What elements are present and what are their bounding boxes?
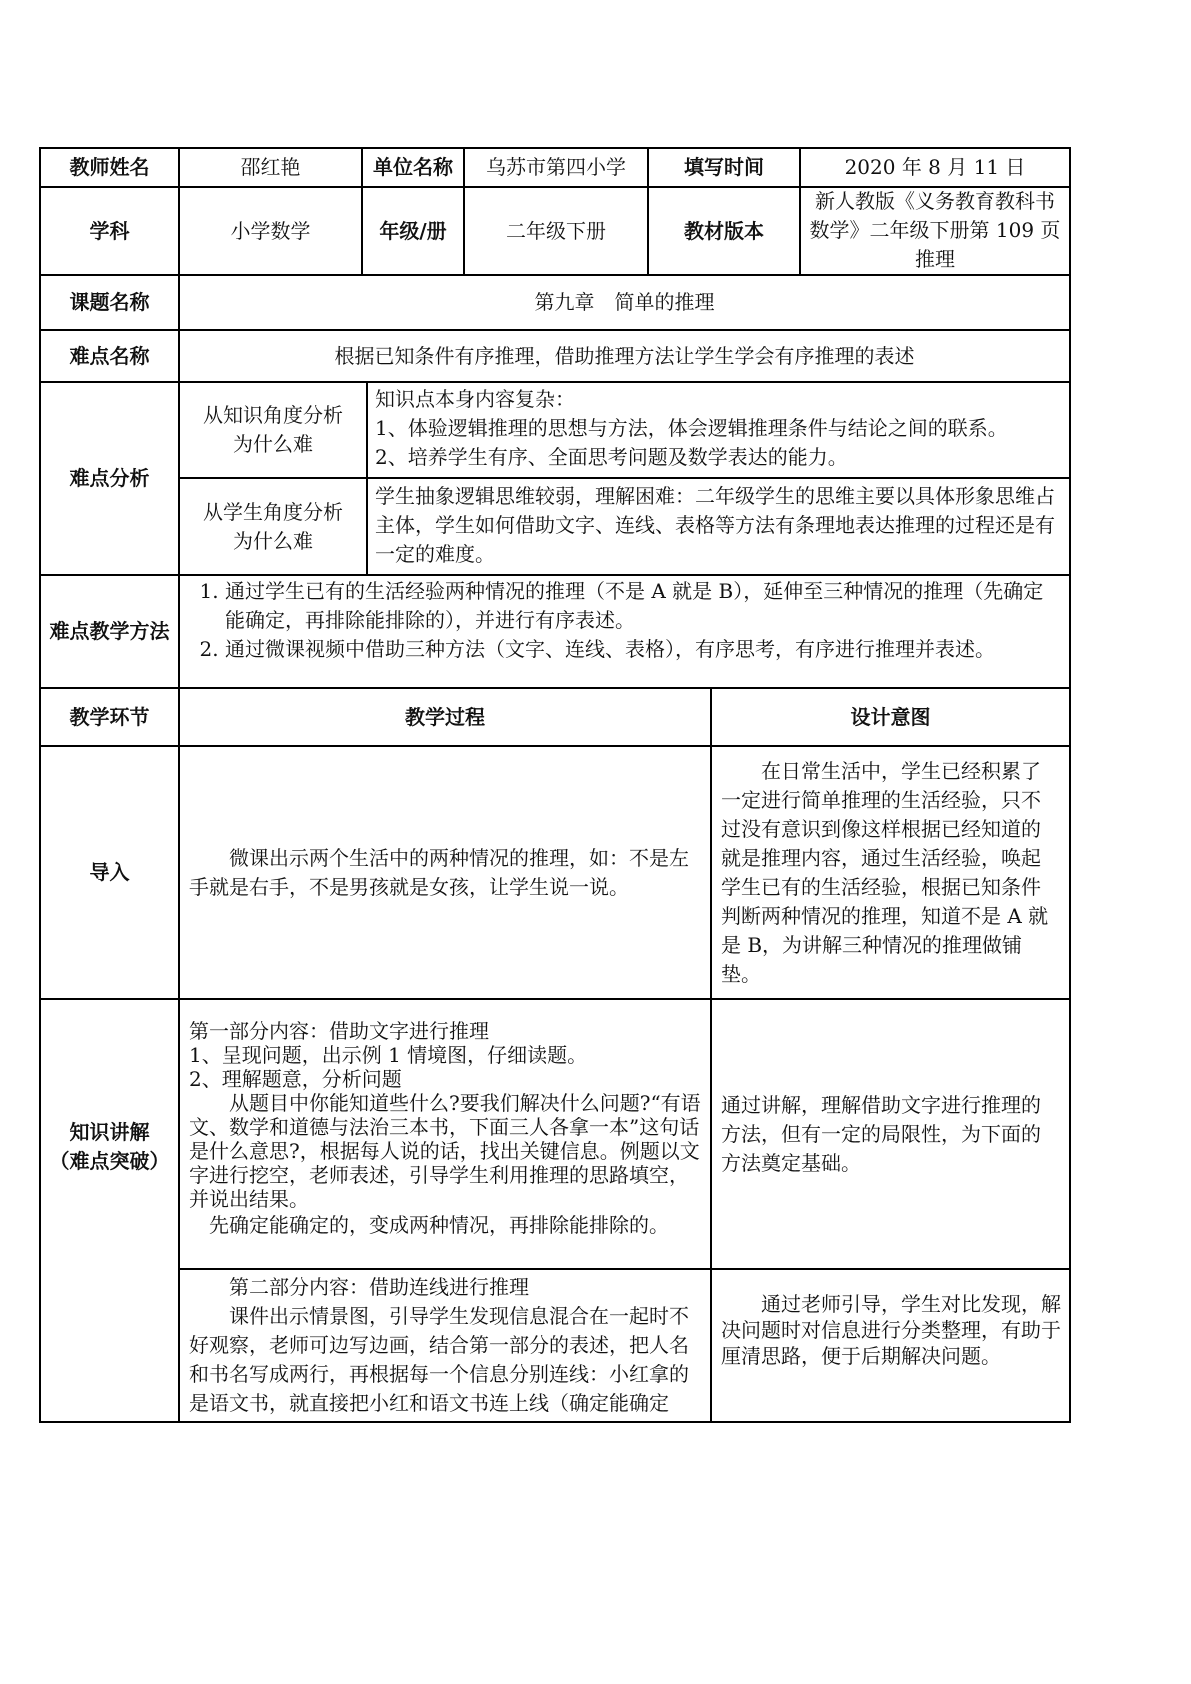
date-label: 填写时间 (684, 155, 764, 179)
teacher-label: 教师姓名 (69, 155, 150, 179)
edition-line: 新人教版《义务教育教科书 (815, 189, 1055, 213)
part1-paragraph: 从题目中你能知道些什么?要我们解决什么问题?“有语文、数学和道德与法治三本书，下面三人各拿一本”这句话是什么意思?，根据每人说的话，找出关键信息。例题以文字进行挖空，老师表述，引导学生利用推理的思路填空，并说出结果。 (189, 1091, 701, 1211)
table-border (40, 998, 1071, 1000)
knowledge-label-line: （难点突破） (49, 1149, 170, 1173)
edition-label: 教材版本 (684, 218, 764, 243)
table-border (40, 745, 1071, 747)
part1-line: 2、理解题意，分析问题 (189, 1067, 402, 1091)
difficulty-value: 根据已知条件有序推理，借助推理方法让学生学会有序推理的表述 (334, 343, 915, 368)
knowledge-angle-label: 从知识角度分析为什么难 (203, 403, 343, 456)
method-item: 2. 通过微课视频中借助三种方法（文字、连线、表格），有序思考，有序进行推理并表述。 (225, 635, 1060, 664)
edition-line: 数学》二年级下册第 109 页 (809, 218, 1061, 242)
subject-label: 学科 (89, 218, 130, 243)
difficulty-label: 难点名称 (69, 343, 150, 368)
part2-paragraph: 课件出示情景图，引导学生发现信息混合在一起时不好观察，老师可边写边画，结合第一部分的表述，把人名和书名写成两行，再根据每一个信息分别连线：小红拿的是语文书，就直接把小红和语文书连上线（确定能确定 (189, 1304, 689, 1415)
knowledge-label-line: 知识讲解 (69, 1120, 150, 1144)
table-border (179, 477, 1071, 479)
table-border (710, 687, 712, 1423)
student-angle-label: 从学生角度分析为什么难 (203, 499, 343, 553)
table-border (40, 574, 1071, 576)
knowledge-angle-line: 2、培养学生有序、全面思考问题及数学表达的能力。 (375, 445, 848, 469)
table-border (366, 381, 368, 575)
method-list (179, 575, 1070, 688)
intro-process: 微课出示两个生活中的两种情况的推理，如：不是左手就是右手，不是男孩就是女孩，让学生说一说。 (189, 845, 689, 899)
edition-line: 推理 (915, 247, 955, 271)
table-border (799, 147, 801, 275)
table-border (1069, 147, 1071, 1423)
knowledge-angle-text (367, 382, 1070, 478)
table-border (40, 687, 1071, 689)
part1-end: 先确定能确定的，变成两种情况，再排除能排除的。 (209, 1213, 669, 1237)
part1-intent: 通过讲解，理解借助文字进行推理的方法，但有一定的局限性，为下面的方法奠定基础。 (721, 1093, 1041, 1175)
table-border (40, 147, 1071, 149)
edition-value (800, 187, 1070, 275)
part2-intent: 通过老师引导，学生对比发现，解决问题时对信息进行分类整理，有助于厘清思路，便于后期解决问题。 (721, 1292, 1061, 1368)
table-border (647, 147, 649, 275)
table-border (39, 147, 41, 1423)
intro-intent: 在日常生活中，学生已经积累了一定进行简单推理的生活经验，只不过没有意识到像这样根据已经知道的就是推理内容，通过生活经验，唤起学生已有的生活经验，根据已知条件判断两种情况的推理，知道不是 A 就是 B，为讲解三种情况的推理做铺垫。 (721, 758, 1049, 986)
table-border (178, 147, 180, 1423)
table-border (40, 274, 1071, 276)
grade-value: 二年级下册 (506, 218, 606, 243)
student-angle-text: 学生抽象逻辑思维较弱，理解困难：二年级学生的思维主要以具体形象思维占主体，学生如何借助文字、连线、表格等方法有条理地表达推理的过程还是有一定的难度。 (375, 484, 1055, 566)
intro-label: 导入 (89, 860, 130, 884)
date-value: 2020 年 8 月 11 日 (844, 155, 1026, 179)
grade-label: 年级/册 (379, 218, 447, 243)
table-border (40, 329, 1071, 331)
subject-value: 小学数学 (230, 218, 311, 243)
table-border (40, 381, 1071, 383)
table-border (463, 147, 465, 275)
stage-header: 教学环节 (69, 704, 150, 729)
part1-line: 1、呈现问题，出示例 1 情境图，仔细读题。 (189, 1043, 588, 1067)
table-border (40, 186, 1071, 188)
knowledge-angle-line: 1、体验逻辑推理的思想与方法，体会逻辑推理条件与结论之间的联系。 (375, 416, 1008, 440)
method-label: 难点教学方法 (49, 619, 170, 643)
part1-process (179, 999, 711, 1269)
topic-label: 课题名称 (69, 290, 150, 314)
process-header: 教学过程 (405, 704, 485, 729)
part2-process (179, 1269, 711, 1423)
topic-value: 第九章 简单的推理 (534, 290, 715, 314)
knowledge-angle-line: 知识点本身内容复杂： (375, 387, 575, 411)
table-border (179, 1268, 1071, 1270)
knowledge-label (40, 999, 179, 1423)
teacher-name: 邵红艳 (240, 155, 301, 179)
intent-header: 设计意图 (850, 704, 931, 729)
unit-label: 单位名称 (373, 155, 453, 179)
table-border (361, 147, 363, 275)
unit-name: 乌苏市第四小学 (486, 155, 626, 179)
method-item: 1. 通过学生已有的生活经验两种情况的推理（不是 A 就是 B），延伸至三种情况的推理（先确定能确定，再排除能排除的），并进行有序表述。 (225, 577, 1060, 635)
part1-line: 第一部分内容：借助文字进行推理 (189, 1019, 489, 1043)
part2-title: 第二部分内容：借助连线进行推理 (229, 1275, 529, 1299)
analysis-label: 难点分析 (69, 466, 150, 490)
table-border (40, 1421, 1071, 1423)
